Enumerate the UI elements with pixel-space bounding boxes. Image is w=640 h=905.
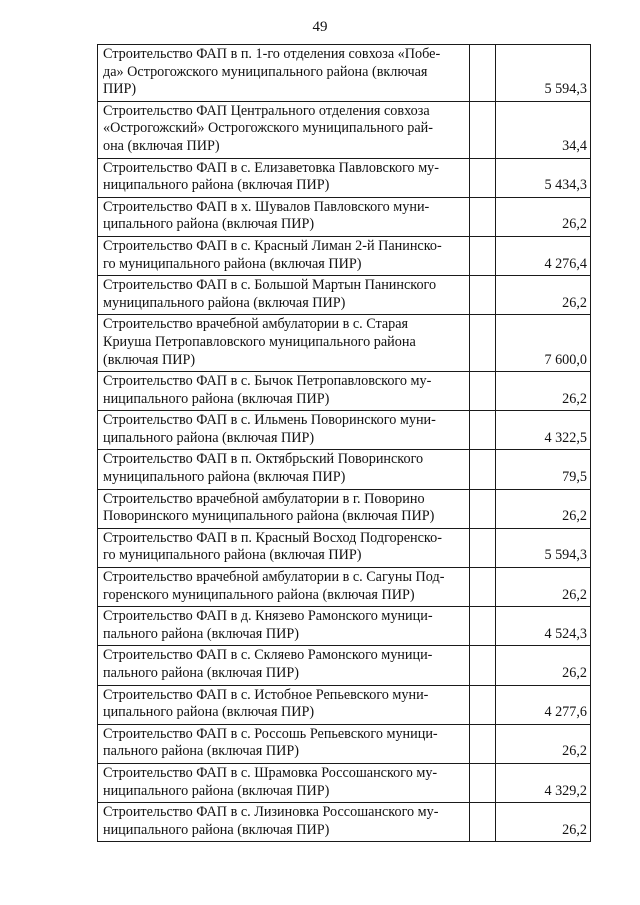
- row-description: [98, 646, 470, 685]
- row-description: [98, 315, 470, 372]
- description-line: пального района (включая ПИР): [103, 625, 299, 642]
- description-line: Строительство ФАП в с. Красный Лиман 2-й Панинско-: [103, 237, 442, 254]
- table-row: [98, 45, 591, 102]
- description-line: Строительство ФАП в п. Октябрьский Поворинского: [103, 451, 424, 468]
- description-line: Строительство врачебной амбулатории в г. Поворино: [103, 490, 425, 507]
- table-row: [98, 646, 591, 685]
- empty-cell: [470, 803, 496, 842]
- table-row: [98, 315, 591, 372]
- empty-cell: [470, 489, 496, 528]
- row-amount: 26,2: [496, 197, 591, 236]
- row-description: [98, 568, 470, 607]
- row-amount: 34,4: [496, 101, 591, 158]
- description-line: ниципального района (включая ПИР): [103, 390, 330, 407]
- empty-cell: [470, 158, 496, 197]
- description-line: она (включая ПИР): [103, 137, 220, 154]
- row-amount: 26,2: [496, 803, 591, 842]
- row-description: [98, 411, 470, 450]
- row-description: [98, 489, 470, 528]
- row-amount: 4 329,2: [496, 763, 591, 802]
- row-amount: 26,2: [496, 568, 591, 607]
- description-line: Строительство врачебной амбулатории в с. Старая: [103, 316, 409, 333]
- description-line: да» Острогожского муниципального района (включая: [103, 63, 428, 80]
- description-line: муниципального района (включая ПИР): [103, 294, 346, 311]
- row-amount: 4 524,3: [496, 607, 591, 646]
- row-amount: 4 277,6: [496, 685, 591, 724]
- table-row: [98, 450, 591, 489]
- row-amount: 4 276,4: [496, 236, 591, 275]
- table-row: [98, 489, 591, 528]
- empty-cell: [470, 45, 496, 102]
- empty-cell: [470, 197, 496, 236]
- empty-cell: [470, 372, 496, 411]
- table-row: [98, 724, 591, 763]
- row-description: [98, 158, 470, 197]
- description-line: Строительство ФАП в п. Красный Восход Подгоренско-: [103, 529, 442, 546]
- empty-cell: [470, 646, 496, 685]
- row-amount: 4 322,5: [496, 411, 591, 450]
- description-line: Строительство ФАП Центрального отделения совхоза: [103, 102, 430, 119]
- description-line: муниципального района (включая ПИР): [103, 469, 346, 486]
- description-line: ниципального района (включая ПИР): [103, 782, 330, 799]
- description-line: Строительство ФАП в с. Бычок Петропавловского му-: [103, 373, 432, 390]
- row-description: [98, 763, 470, 802]
- row-amount: 26,2: [496, 489, 591, 528]
- description-line: Строительство ФАП в с. Ильмень Поворинского муни-: [103, 412, 436, 429]
- table-row: [98, 236, 591, 275]
- row-description: [98, 45, 470, 102]
- empty-cell: [470, 315, 496, 372]
- description-line: Строительство ФАП в с. Лизиновка Россошанского му-: [103, 804, 439, 821]
- row-description: [98, 276, 470, 315]
- description-line: «Острогожский» Острогожского муниципального рай-: [103, 120, 433, 137]
- description-line: ципального района (включая ПИР): [103, 704, 315, 721]
- description-line: ципального района (включая ПИР): [103, 429, 315, 446]
- row-amount: 5 594,3: [496, 528, 591, 567]
- row-amount: 7 600,0: [496, 315, 591, 372]
- description-line: ПИР): [103, 81, 137, 98]
- row-description: [98, 372, 470, 411]
- table-row: [98, 276, 591, 315]
- row-amount: 26,2: [496, 724, 591, 763]
- row-description: [98, 101, 470, 158]
- table-row: [98, 372, 591, 411]
- empty-cell: [470, 568, 496, 607]
- page-number: 49: [312, 19, 328, 35]
- table-row: [98, 568, 591, 607]
- description-line: Строительство ФАП в с. Истобное Репьевского муни-: [103, 686, 429, 703]
- empty-cell: [470, 528, 496, 567]
- empty-cell: [470, 276, 496, 315]
- row-amount: 26,2: [496, 646, 591, 685]
- row-description: [98, 197, 470, 236]
- row-amount: 5 434,3: [496, 158, 591, 197]
- table-row: [98, 763, 591, 802]
- empty-cell: [470, 685, 496, 724]
- table-row: [98, 607, 591, 646]
- empty-cell: [470, 607, 496, 646]
- row-amount: 26,2: [496, 276, 591, 315]
- table-row: [98, 803, 591, 842]
- description-line: (включая ПИР): [103, 351, 196, 368]
- description-line: Строительство ФАП в с. Скляево Рамонского муници-: [103, 647, 433, 664]
- expenditure-table: [97, 44, 591, 842]
- row-description: [98, 528, 470, 567]
- row-description: [98, 236, 470, 275]
- row-amount: 26,2: [496, 372, 591, 411]
- empty-cell: [470, 724, 496, 763]
- description-line: Поворинского муниципального района (включая ПИР): [103, 508, 435, 525]
- description-line: Криуша Петропавловского муниципального района: [103, 333, 416, 350]
- row-description: [98, 724, 470, 763]
- row-description: [98, 450, 470, 489]
- row-description: [98, 607, 470, 646]
- table-row: [98, 197, 591, 236]
- description-line: ниципального района (включая ПИР): [103, 177, 330, 194]
- description-line: Строительство ФАП в с. Елизаветовка Павловского му-: [103, 159, 439, 176]
- description-line: Строительство ФАП в х. Шувалов Павловского муни-: [103, 198, 430, 215]
- description-line: Строительство ФАП в д. Князево Рамонского муници-: [103, 608, 433, 625]
- description-line: го муниципального района (включая ПИР): [103, 547, 362, 564]
- empty-cell: [470, 411, 496, 450]
- row-description: [98, 803, 470, 842]
- empty-cell: [470, 450, 496, 489]
- description-line: Строительство ФАП в п. 1-го отделения совхоза «Побе-: [103, 46, 441, 62]
- table-row: [98, 158, 591, 197]
- description-line: Строительство врачебной амбулатории в с. Сагуны Под-: [103, 569, 445, 586]
- table-row: [98, 411, 591, 450]
- description-line: ципального района (включая ПИР): [103, 216, 315, 233]
- row-description: [98, 685, 470, 724]
- table-body: [98, 45, 591, 842]
- description-line: Строительство ФАП в с. Большой Мартын Панинского: [103, 277, 437, 294]
- empty-cell: [470, 101, 496, 158]
- description-line: Строительство ФАП в с. Россошь Репьевского муници-: [103, 725, 438, 742]
- description-line: ниципального района (включая ПИР): [103, 821, 330, 838]
- table-row: [98, 528, 591, 567]
- description-line: горенского муниципального района (включая ПИР): [103, 586, 415, 603]
- description-line: пального района (включая ПИР): [103, 743, 299, 760]
- table-row: [98, 101, 591, 158]
- row-amount: 79,5: [496, 450, 591, 489]
- table-row: [98, 685, 591, 724]
- description-line: Строительство ФАП в с. Шрамовка Россошанского му-: [103, 764, 438, 781]
- row-amount: 5 594,3: [496, 45, 591, 102]
- description-line: пального района (включая ПИР): [103, 665, 299, 681]
- empty-cell: [470, 236, 496, 275]
- empty-cell: [470, 763, 496, 802]
- description-line: го муниципального района (включая ПИР): [103, 255, 362, 272]
